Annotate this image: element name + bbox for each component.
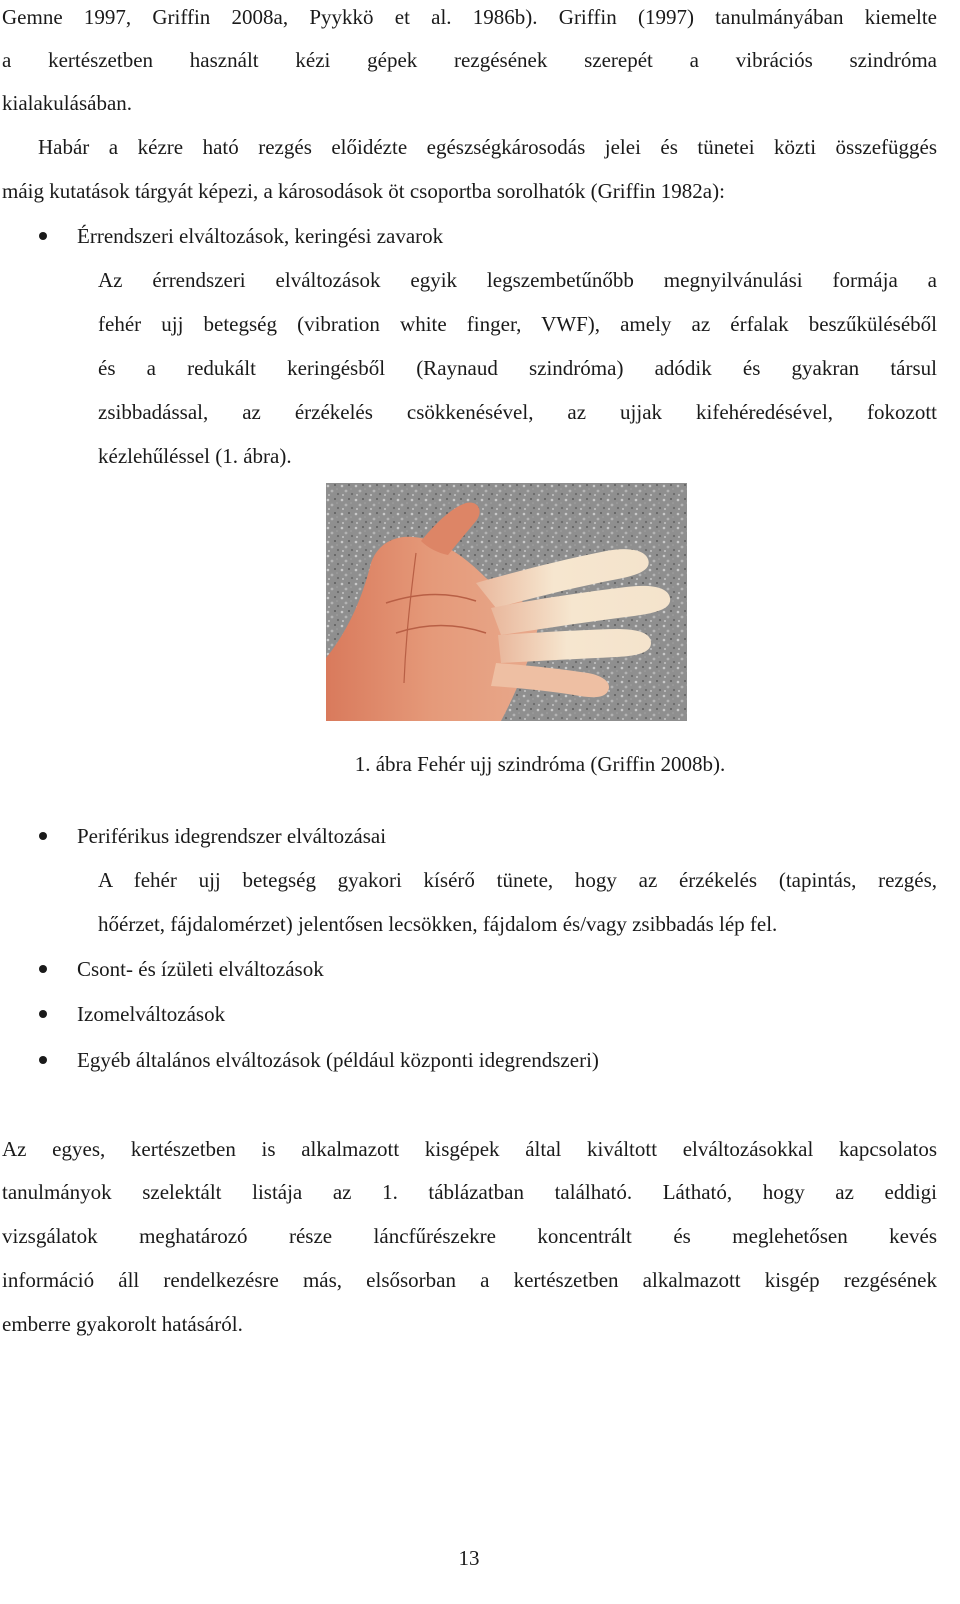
list-item-label: Csont- és ízületi elváltozások: [77, 957, 324, 981]
body-text-line: emberre gyakorolt hatásáról.: [2, 1312, 243, 1336]
list-item-description-line: hőérzet, fájdalomérzet) jelentősen lecsökken, fájdalom és/vagy zsibbadás lép fel.: [98, 912, 778, 936]
list-item: [0, 222, 937, 252]
figure-caption: 1. ábra Fehér ujj szindróma (Griffin 2008b).: [354, 752, 726, 776]
list-item-label: Érrendszeri elváltozások, keringési zavarok: [77, 224, 444, 248]
body-text-line: tanulmányok szelektált listája az 1. táblázatban található. Látható, hogy az eddigi: [2, 1180, 937, 1204]
body-text-line: Gemne 1997, Griffin 2008a, Pyykkö et al. 1986b). Griffin (1997) tanulmányában kiemelte: [2, 5, 937, 29]
hand-photo: [326, 483, 687, 721]
list-item-description-line: zsibbadással, az érzékelés csökkenésével, az ujjak kifehéredésével, fokozott: [98, 400, 937, 424]
list-item-label: Egyéb általános elváltozások (például központi idegrendszeri): [77, 1048, 599, 1072]
list-item-label: Izomelváltozások: [77, 1002, 226, 1026]
bullet-icon: [39, 832, 47, 840]
list-item-description-line: kézlehűléssel (1. ábra).: [98, 444, 292, 468]
bullet-icon: [39, 965, 47, 973]
body-text-line: információ áll rendelkezésre más, elsősorban a kertészetben alkalmazott kisgép rezgésének: [2, 1268, 937, 1292]
list-item-description-line: Az érrendszeri elváltozások egyik legszembetűnőbb megnyilvánulási formája a: [98, 268, 937, 292]
body-text-line: Az egyes, kertészetben is alkalmazott kisgépek által kiváltott elváltozásokkal kapcsolatos: [2, 1137, 937, 1161]
list-item-description-line: fehér ujj betegség (vibration white finger, VWF), amely az érfalak beszűküléséből: [98, 312, 937, 336]
bullet-icon: [39, 1056, 47, 1064]
list-item-description-line: és a redukált keringésből (Raynaud szindróma) adódik és gyakran társul: [98, 356, 937, 380]
body-text-line: Habár a kézre ható rezgés előidézte egészségkárosodás jelei és tünetei közti összefüggés: [38, 135, 937, 159]
body-text-line: vizsgálatok meghatározó része láncfűrészekre koncentrált és meglehetősen kevés: [2, 1224, 937, 1248]
body-text-line: a kertészetben használt kézi gépek rezgésének szerepét a vibrációs szindróma: [2, 48, 937, 72]
list-item: [0, 1046, 937, 1076]
bullet-icon: [39, 232, 47, 240]
body-text-line: kialakulásában.: [2, 91, 133, 115]
list-item: [0, 822, 937, 852]
bullet-icon: [39, 1010, 47, 1018]
list-item: [0, 955, 937, 985]
list-item-description-line: A fehér ujj betegség gyakori kísérő tünete, hogy az érzékelés (tapintás, rezgés,: [98, 868, 937, 892]
list-item-label: Periférikus idegrendszer elváltozásai: [77, 824, 387, 848]
body-text-line: máig kutatások tárgyát képezi, a károsodások öt csoportba sorolhatók (Griffin 1982a):: [2, 179, 725, 203]
page-number: 13: [458, 1546, 480, 1570]
list-item: [0, 1000, 937, 1030]
